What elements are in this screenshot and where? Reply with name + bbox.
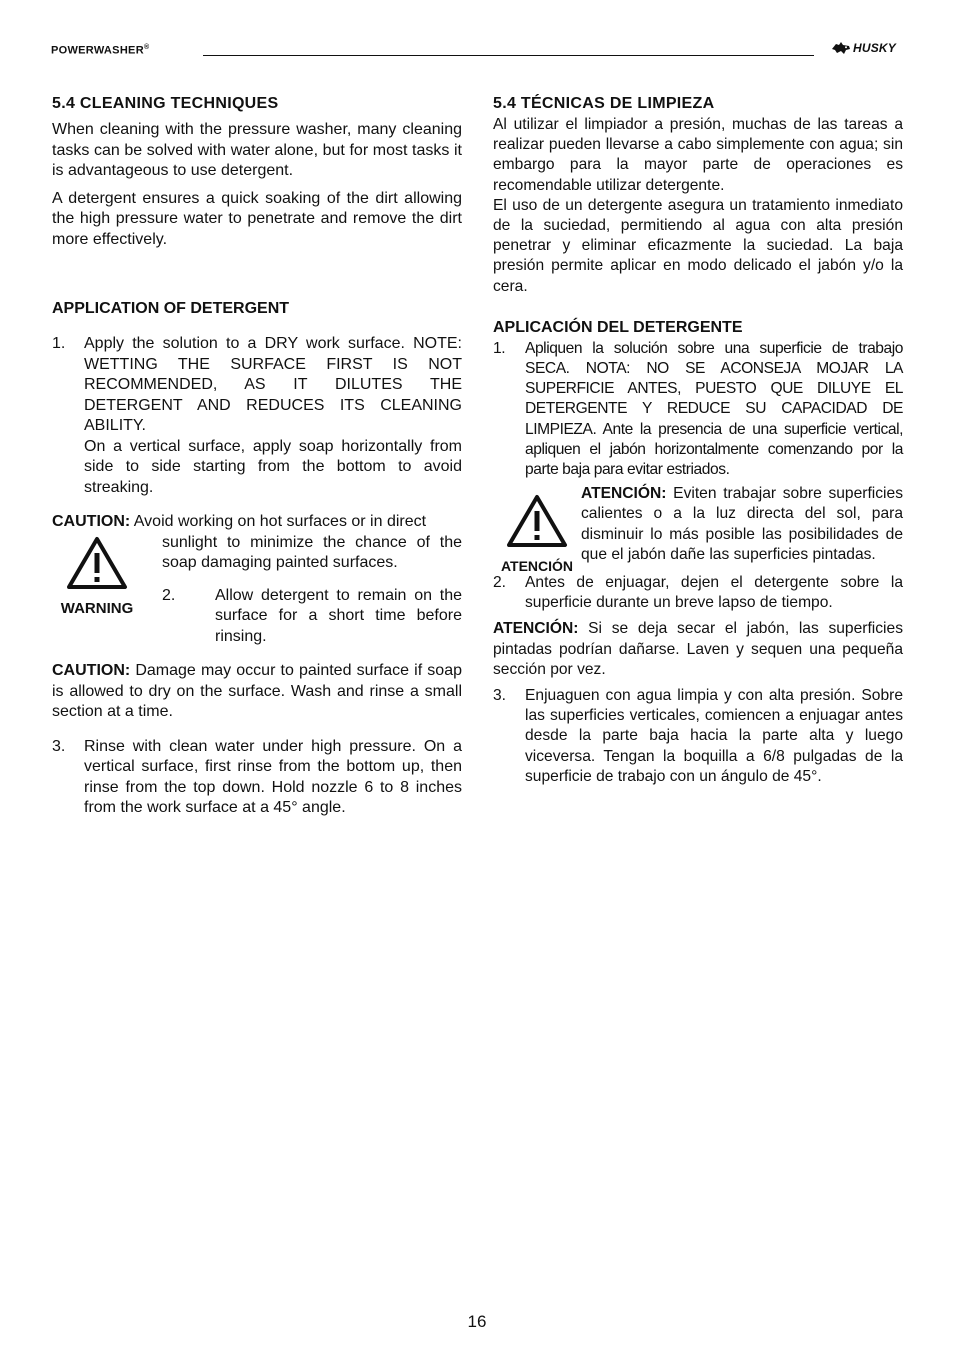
intro-paragraph-2-es: El uso de un detergente asegura un tratamiento inmediato de la suciedad, permitiendo al agua con alta presión penetrar y eliminar eficazmente la suciedad. La baja presión permite aplicar en modo delicado el jabón y/o la cera.	[493, 196, 903, 295]
husky-dog-icon	[831, 41, 851, 55]
subsection-title: APPLICATION OF DETERGENT	[52, 300, 290, 317]
english-column	[52, 93, 462, 819]
subsection-title-es: APLICACIÓN DEL DETERGENTE	[493, 318, 743, 336]
warning-triangle-icon	[506, 494, 568, 548]
caution-2-es: ATENCIÓN: Si se deja secar el jabón, las superficies pintadas podrían dañarse. Laven y sequen una pequeña sección por vez.	[493, 620, 903, 678]
warning-icon-block-es	[493, 494, 581, 576]
caution-1-es: ATENCIÓN: Eviten trabajar sobre superficies calientes o a la luz directa del sol, para disminuir lo más posible las posibilidades de que el jabón dañe las superficies pintadas.	[581, 485, 903, 563]
list-item-step-1-es: 1. Apliquen la solución sobre una superficie de trabajo SECA. NOTA: NO SE ACONSEJA MOJAR LA SUPERFICIE ANTES, PUESTO QUE DILUYE EL DETERGENTE Y REDUCE SU CAPACIDAD DE LIMPIEZA. Ante la presencia de una superficie vertical, apliquen el jabón horizontalmente comenzando por la parte baja para evitar estriados.	[493, 339, 903, 479]
caution-block-1	[52, 512, 462, 647]
list-item-step-2: 2. Allow detergent to remain on the surface for a short time before rinsing.	[162, 586, 462, 645]
warning-label-es: ATENCIÓN	[500, 558, 574, 575]
warning-triangle-icon	[66, 536, 128, 590]
intro-paragraph-2: A detergent ensures a quick soaking of the dirt allowing the high pressure water to penetrate and remove the dirt more effectively.	[52, 189, 462, 248]
step-1-note: Apply the solution to a DRY work surface. NOTE: WETTING THE SURFACE FIRST IS NOT RECOMMENDED, AS IT DILUTES THE DETERGENT AND REDUCES ITS CLEANING ABILITY.	[84, 335, 462, 434]
warning-label: WARNING	[60, 599, 134, 617]
caution-1-first-line: CAUTION: Avoid working on hot surfaces or in direct	[52, 513, 427, 530]
caution-block-1-es	[493, 484, 903, 575]
header-rule	[203, 55, 814, 56]
section-title: 5.4 CLEANING TECHNIQUES	[52, 95, 279, 112]
caution-2: CAUTION: Damage may occur to painted surface if soap is allowed to dry on the surface. Wash and rinse a small section at a time.	[52, 662, 462, 720]
spanish-column	[493, 93, 903, 787]
warning-icon-block	[52, 536, 142, 619]
list-item-step-3-es: 3. Enjuaguen con agua limpia y con alta presión. Sobre las superficies verticales, comiencen a enjuagar antes desde la parte baja hacia la parte alta y luego viceversa. Tengan la boquilla a 6/8 pulgadas de la superficie de trabajo con un ángulo de 45°.	[493, 687, 903, 785]
list-item-step-3: 3. Rinse with clean water under high pressure. On a vertical surface, first rinse from the bottom up, then rinse from the top down. Hold nozzle 6 to 8 inches from the work surface at a 45° angle.	[52, 737, 462, 816]
page-number: 16	[467, 1312, 487, 1331]
section-title-es: 5.4 TÉCNICAS DE LIMPIEZA	[493, 95, 715, 112]
intro-paragraph-1: When cleaning with the pressure washer, many cleaning tasks can be solved with water alone, but for most tasks it is advantageous to use detergent.	[52, 121, 462, 179]
caution-1-rest: sunlight to minimize the chance of the soap damaging painted surfaces.	[162, 533, 462, 571]
page-header	[51, 40, 896, 62]
list-item-step-2-es: 2. Antes de enjuagar, dejen el detergente sobre la superficie durante un breve lapso de tiempo.	[493, 574, 903, 612]
logo-text: HUSKY	[852, 41, 896, 55]
step-1-vertical: On a vertical surface, apply soap horizontally from side to side starting from the bottom to avoid streaking.	[84, 437, 462, 496]
intro-paragraph-1-es: Al utilizar el limpiador a presión, muchas de las tareas a realizar pueden llevarse a cabo simplemente con agua; sin embargo para la mayor parte de operaciones es recomendable utilizar detergente.	[493, 116, 903, 194]
brand-name: POWERWASHER®	[51, 44, 150, 57]
husky-logo	[831, 41, 896, 55]
list-item-step-1: 1. Apply the solution to a DRY work surface. NOTE: WETTING THE SURFACE FIRST IS NOT RECOMMENDED, AS IT DILUTES THE DETERGENT AND REDUCES ITS CLEANING ABILITY. On a vertical surface, apply soap horizontally from side to side starting from the bottom to avoid streaking.	[52, 334, 462, 498]
